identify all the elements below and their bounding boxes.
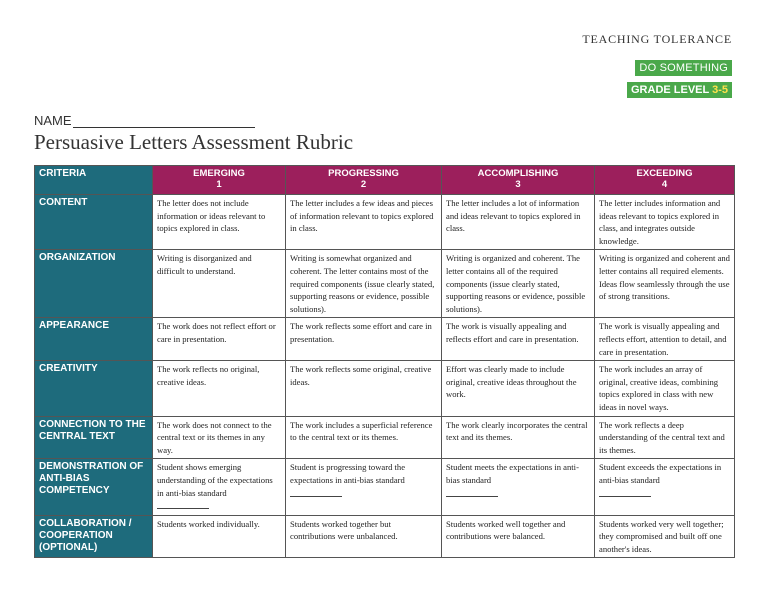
criterion-label: DEMONSTRATION OF ANTI-BIAS COMPETENCY <box>35 459 153 515</box>
rubric-cell: The letter does not include information or ideas relevant to topics explored in class. <box>153 195 286 250</box>
name-field <box>34 113 255 128</box>
grade-level-value: 3-5 <box>712 84 728 96</box>
grade-level-tag <box>627 82 732 98</box>
rubric-row-collaboration <box>35 515 735 558</box>
rubric-cell: The work reflects a deep understanding of the central text and its themes. <box>595 416 735 459</box>
rubric-cell: The work is visually appealing and reflects effort and care in presentation. <box>442 318 595 361</box>
criterion-label: APPEARANCE <box>35 318 153 361</box>
rubric-row-organization <box>35 250 735 318</box>
rubric-cell: Writing is disorganized and difficult to understand. <box>153 250 286 318</box>
level-name: ACCOMPLISHING <box>477 168 559 179</box>
level-score: 2 <box>360 179 367 190</box>
page-title: Persuasive Letters Assessment Rubric <box>34 130 354 154</box>
level-header-emerging <box>153 166 286 195</box>
level-score: 3 <box>515 179 521 190</box>
rubric-cell: Effort was clearly made to include original, creative ideas throughout the work. <box>442 361 595 416</box>
rubric-cell: Students worked very well together; they compromised and built off one another's ideas. <box>595 515 735 558</box>
brand-wordmark: TEACHING TOLERANCE <box>582 32 732 46</box>
do-something-tag: DO SOMETHING <box>635 60 732 76</box>
rubric-row-appearance <box>35 318 735 361</box>
rubric-cell: Writing is organized and coherent. The letter contains all of the required components (issue clearly stated, supporting reasons or evidence, possible solutions). <box>442 250 595 318</box>
rubric-cell: The work includes a superficial reference to the central text or its themes. <box>286 416 442 459</box>
rubric-row-connection <box>35 416 735 459</box>
standard-blank-line[interactable] <box>599 487 651 497</box>
rubric-cell-text: Student is progressing toward the expectations in anti-bias standard <box>290 462 406 485</box>
name-blank-line[interactable] <box>73 114 255 128</box>
level-name: EMERGING <box>193 168 245 179</box>
standard-blank-line[interactable] <box>446 487 498 497</box>
level-header-accomplishing <box>442 166 595 195</box>
rubric-cell: Writing is somewhat organized and coherent. The letter contains most of the required components (issue clearly stated, supporting reasons or evidence, possible solutions). <box>286 250 442 318</box>
rubric-cell: The work reflects no original, creative ideas. <box>153 361 286 416</box>
rubric-cell: The letter includes information and ideas relevant to topics explored in class, and integrates outside knowledge. <box>595 195 735 250</box>
rubric-cell: Writing is organized and coherent and letter contains all required elements. Ideas flow seamlessly through the use of strong transitions. <box>595 250 735 318</box>
criterion-label: CONNECTION TO THE CENTRAL TEXT <box>35 416 153 459</box>
rubric-cell <box>153 459 286 515</box>
rubric-cell <box>442 459 595 515</box>
rubric-cell: The work reflects some effort and care in presentation. <box>286 318 442 361</box>
criterion-label: CONTENT <box>35 195 153 250</box>
rubric-cell: The work clearly incorporates the central text and its themes. <box>442 416 595 459</box>
rubric-cell: The work reflects some original, creative ideas. <box>286 361 442 416</box>
rubric-row-anti-bias <box>35 459 735 515</box>
level-score: 4 <box>661 179 668 190</box>
rubric-cell: Students worked individually. <box>153 515 286 558</box>
rubric-cell: The work is visually appealing and reflects effort, attention to detail, and care in presentation. <box>595 318 735 361</box>
rubric-row-content <box>35 195 735 250</box>
rubric-cell: The work does not connect to the central text or its themes in any way. <box>153 416 286 459</box>
level-header-exceeding <box>595 166 735 195</box>
rubric-cell: The work does not reflect effort or care in presentation. <box>153 318 286 361</box>
grade-level-label: GRADE LEVEL <box>631 84 710 96</box>
rubric-table <box>34 165 735 558</box>
name-label: NAME <box>34 113 72 128</box>
rubric-cell-text: Student exceeds the expectations in anti-bias standard <box>599 462 722 485</box>
rubric-cell: The work includes an array of original, creative ideas, combining topics explored in class with new ideas in novel ways. <box>595 361 735 416</box>
rubric-cell: Students worked well together and contributions were balanced. <box>442 515 595 558</box>
criterion-label: COLLABORATION / COOPERATION (OPTIONAL) <box>35 515 153 558</box>
level-name: EXCEEDING <box>636 168 693 179</box>
level-header-progressing <box>286 166 442 195</box>
rubric-cell <box>286 459 442 515</box>
rubric-cell-text: Student meets the expectations in anti-bias standard <box>446 462 579 485</box>
rubric-cell: The letter includes a lot of information and ideas relevant to topics explored in class. <box>442 195 595 250</box>
rubric-cell: The letter includes a few ideas and pieces of information relevant to topics explored in class. <box>286 195 442 250</box>
rubric-cell-text: Student shows emerging understanding of the expectations in anti-bias standard <box>157 462 273 498</box>
rubric-row-creativity <box>35 361 735 416</box>
rubric-cell <box>595 459 735 515</box>
standard-blank-line[interactable] <box>157 499 209 509</box>
criteria-header: CRITERIA <box>35 166 153 195</box>
criterion-label: ORGANIZATION <box>35 250 153 318</box>
level-score: 1 <box>216 179 222 190</box>
criterion-label: CREATIVITY <box>35 361 153 416</box>
rubric-header-row <box>35 166 735 195</box>
rubric-cell: Students worked together but contributions were unbalanced. <box>286 515 442 558</box>
standard-blank-line[interactable] <box>290 487 342 497</box>
level-name: PROGRESSING <box>328 168 399 179</box>
